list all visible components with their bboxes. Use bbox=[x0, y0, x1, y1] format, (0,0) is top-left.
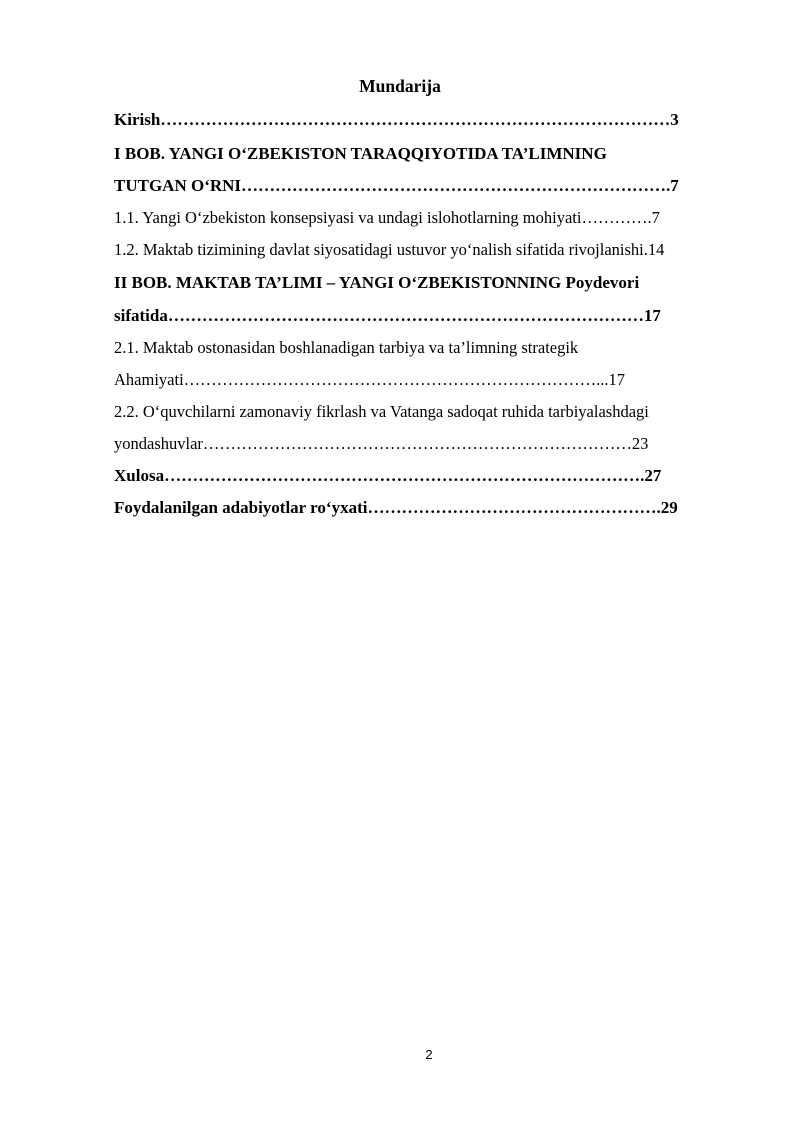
toc-entry-chapter-2-line-1: II BOB. MAKTAB TA’LIMI – YANGI O‘ZBEKISTONNING Poydevori bbox=[114, 273, 640, 292]
toc-entry-chapter-1-line-1: I BOB. YANGI O‘ZBEKISTON TARAQQIYOTIDA TA’LIMNING bbox=[114, 144, 607, 163]
toc-entry-section-1-1: 1.1. Yangi O‘zbekiston konsepsiyasi va undagi islohotlarning mohiyati………….7 bbox=[114, 208, 660, 227]
page-number: 2 bbox=[425, 1047, 433, 1062]
toc-entry-chapter-2-line-2: sifatida…………………………………………………………………………17 bbox=[114, 306, 661, 325]
toc-entry-kirish: Kirish………………………………………………………………………………3 bbox=[114, 110, 679, 129]
toc-entry-bibliography: Foydalanilgan adabiyotlar ro‘yxati…………………………………………….29 bbox=[114, 498, 678, 517]
toc-entry-chapter-1-line-2: TUTGAN O‘RNI………………………………………………………………….7 bbox=[114, 176, 679, 195]
toc-heading: Mundarija bbox=[359, 76, 441, 96]
toc-entry-section-2-2-line-2: yondashuvlar……………………………………………………………………23 bbox=[114, 434, 649, 453]
toc-entry-section-1-2: 1.2. Maktab tizimining davlat siyosatidagi ustuvor yo‘nalish sifatida rivojlanishi.14 bbox=[114, 240, 665, 259]
toc-entry-section-2-1-line-2: Ahamiyati…………………………………………………………………...17 bbox=[114, 370, 626, 389]
toc-entry-section-2-2-line-1: 2.2. O‘quvchilarni zamonaviy fikrlash va Vatanga sadoqat ruhida tarbiyalashdagi bbox=[114, 402, 649, 421]
toc-entry-section-2-1-line-1: 2.1. Maktab ostonasidan boshlanadigan tarbiya va ta’limning strategik bbox=[114, 338, 579, 357]
toc-entry-xulosa: Xulosa………………………………………………………………………….27 bbox=[114, 466, 662, 485]
